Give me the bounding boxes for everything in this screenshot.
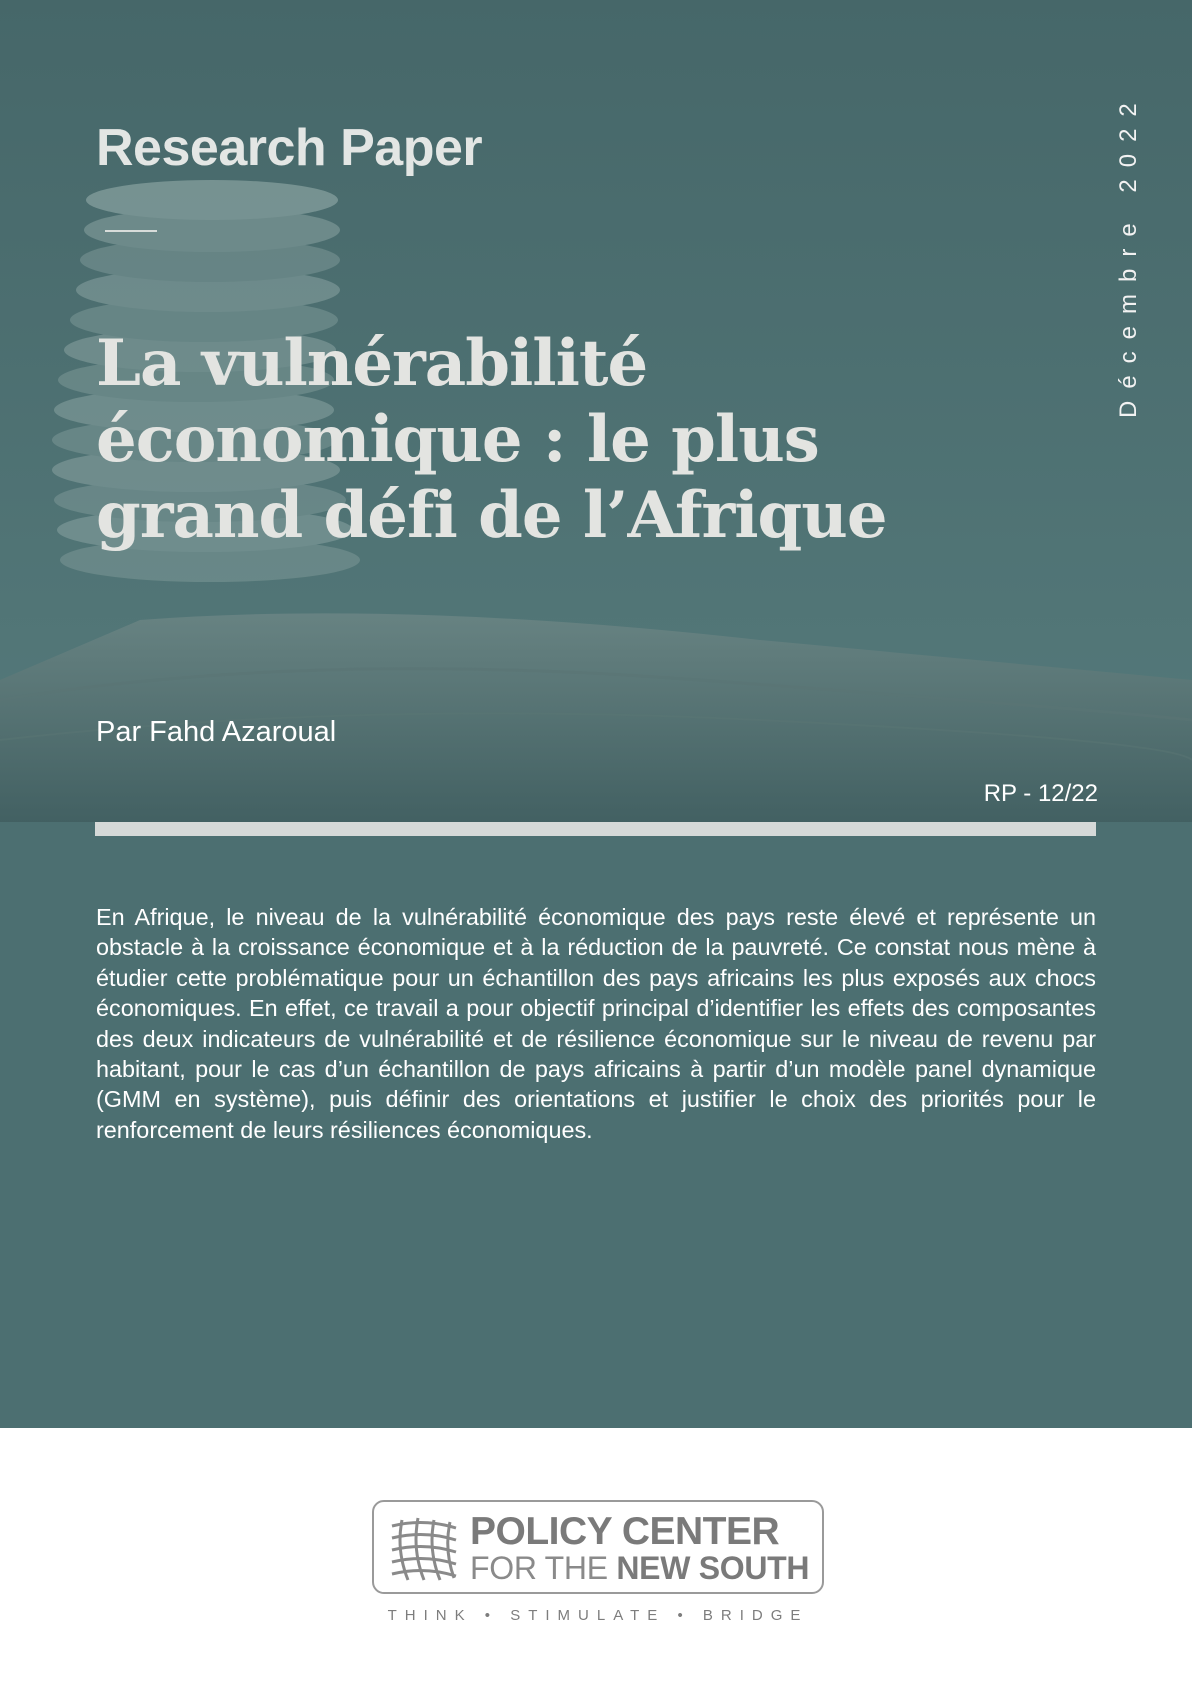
cover-hero [0, 0, 1192, 822]
abstract-text: En Afrique, le niveau de la vulnérabilité économique des pays reste élevé et représente un obstacle à la croissance économique et à la réduction de la pauvreté. Ce constat nous mène à étudier cette problématique pour un échantillon des pays africains les plus exposés aux chocs économiques. En effet, ce travail a pour objectif principal d’identifier les effets des composantes des deux indicateurs de vulnérabilité et de résilience économique sur le niveau de revenu par habitant, pour le cas d’un échantillon de pays africains à partir d’un modèle panel dynamique (GMM en système), puis définir des orientations et justifier le choix des priorités pour le renforcement de leurs résiliences économiques. [96, 904, 1096, 1143]
logo-text-line2-prefix: FOR THE [470, 1550, 617, 1586]
logo-text-line2 [470, 1550, 809, 1587]
publication-date [1115, 58, 1145, 418]
author-byline: Par Fahd Azaroual [96, 716, 337, 748]
report-reference: RP - 12/22 [983, 780, 1098, 807]
logo-text-line2-bold: NEW SOUTH [616, 1550, 810, 1586]
logo-text-line1: POLICY CENTER [470, 1510, 780, 1553]
logo-tagline: THINK • STIMULATE • BRIDGE [387, 1607, 809, 1624]
publication-date-text: Décembre 2022 [1115, 91, 1142, 418]
policy-center-logo [372, 1500, 824, 1594]
globe-grid-icon [388, 1514, 460, 1584]
document-title: La vulnérabilité économique : le plus grand défi de l’Afrique [96, 326, 887, 553]
document-type-label: Research Paper [96, 119, 483, 177]
section-divider [95, 822, 1096, 836]
kicker-divider [105, 230, 157, 232]
